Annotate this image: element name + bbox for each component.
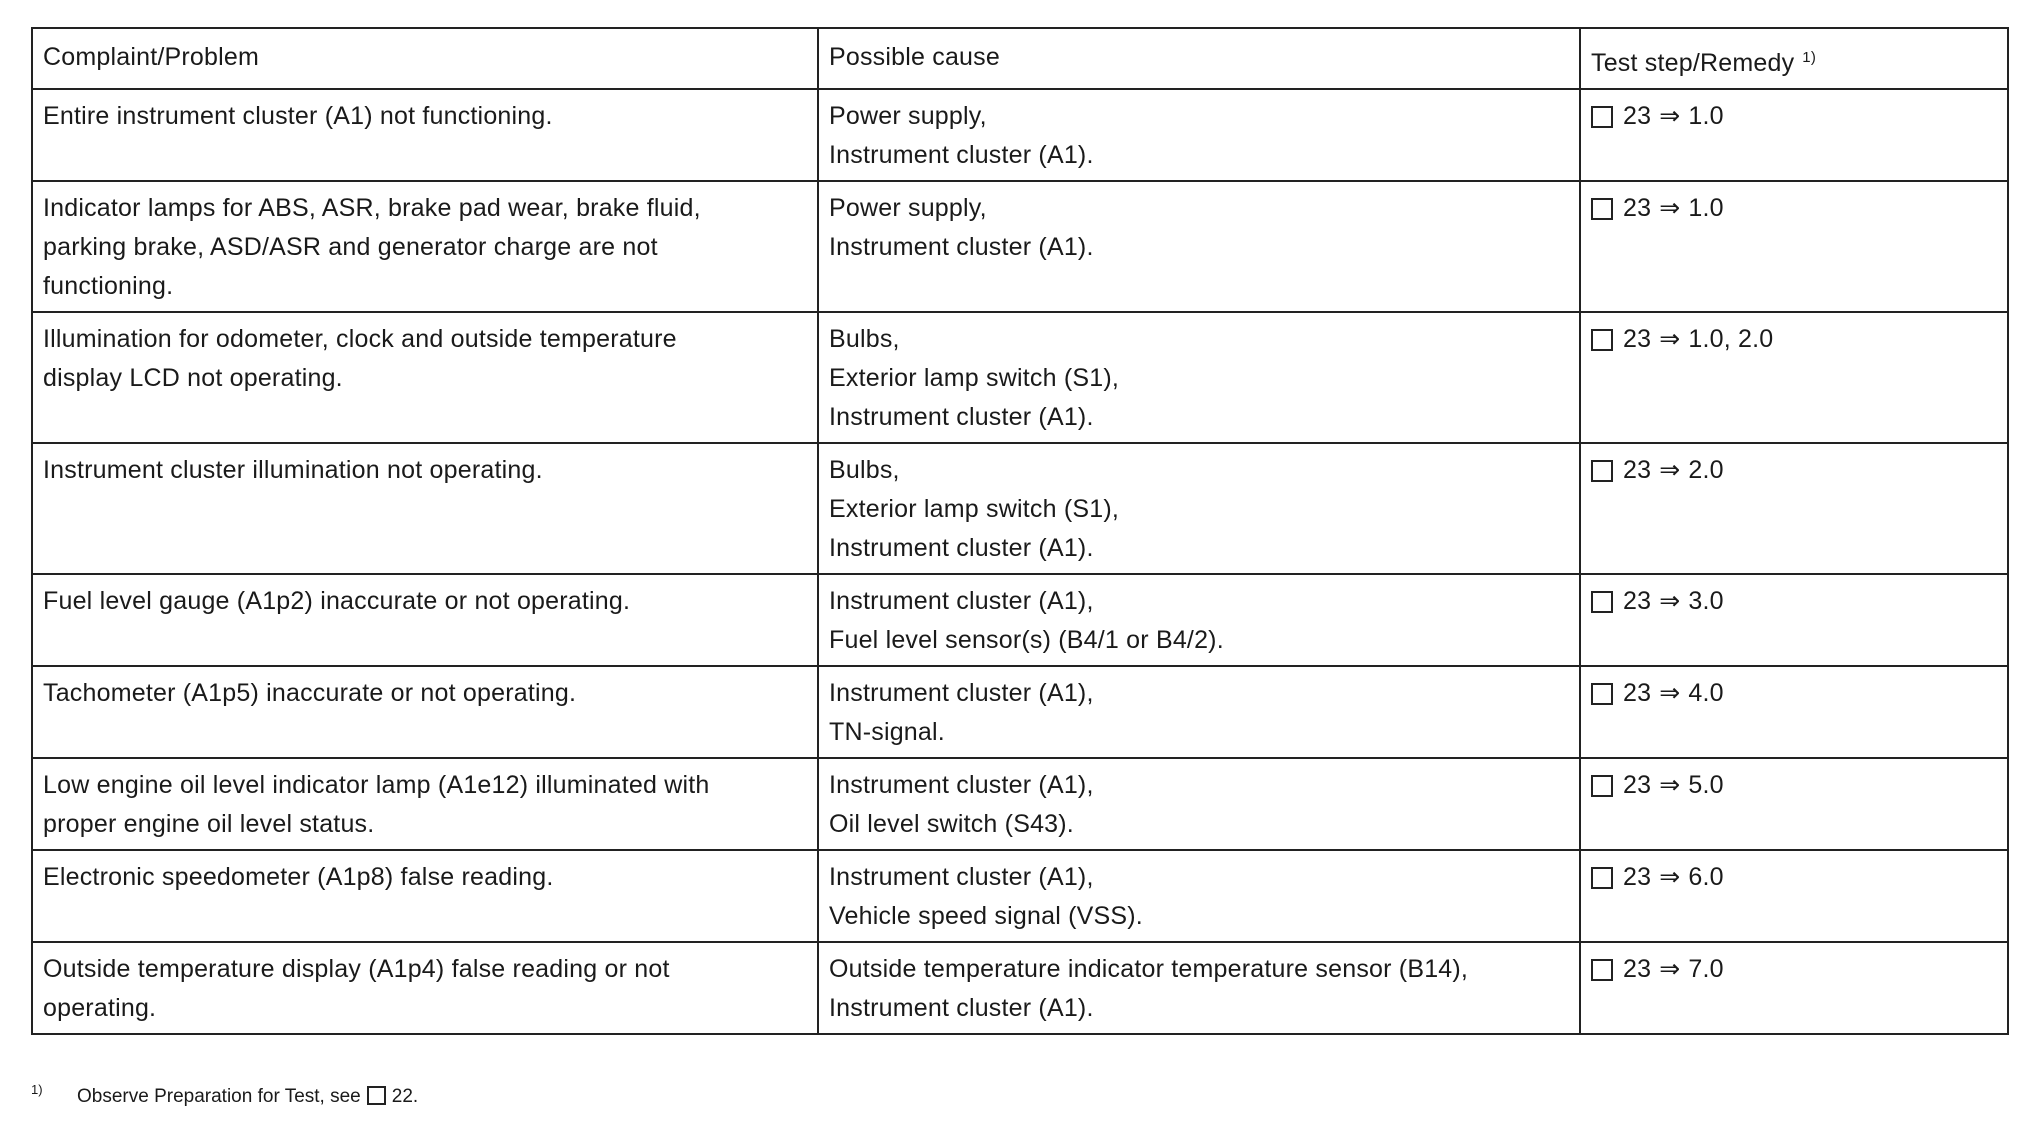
complaint-cell: [32, 312, 818, 443]
complaint-line: proper engine oil level status.: [43, 810, 375, 838]
double-arrow-right-icon: ⇒: [1659, 194, 1681, 222]
remedy-page-number: 23: [1623, 456, 1652, 484]
header-remedy-footnote-mark: 1): [1802, 49, 1817, 66]
possible-cause-cell: [818, 666, 1580, 758]
remedy-page-number: 23: [1623, 194, 1652, 222]
header-test-step-remedy: [1580, 28, 2008, 89]
possible-cause-line: Power supply,: [829, 102, 987, 130]
table-row: [32, 574, 2008, 666]
table-row: [32, 666, 2008, 758]
page-reference-box-icon: [367, 1086, 386, 1105]
remedy-page-number: 23: [1623, 102, 1652, 130]
remedy-test-steps: 7.0: [1688, 955, 1724, 983]
page-reference-box-icon: [1591, 106, 1613, 128]
header-possible-cause: Possible cause: [818, 28, 1580, 89]
remedy-page-number: 23: [1623, 679, 1652, 707]
possible-cause-cell: [818, 574, 1580, 666]
page-reference-box-icon: [1591, 867, 1613, 889]
test-step-remedy-cell: [1580, 942, 2008, 1034]
test-step-remedy-cell: [1580, 574, 2008, 666]
remedy-test-steps: 1.0, 2.0: [1688, 325, 1774, 353]
possible-cause-line: Fuel level sensor(s) (B4/1 or B4/2).: [829, 626, 1224, 654]
complaint-cell: [32, 850, 818, 942]
remedy-page-number: 23: [1623, 863, 1652, 891]
complaint-line: display LCD not operating.: [43, 364, 343, 392]
remedy-page-number: 23: [1623, 325, 1652, 353]
complaint-cell: [32, 89, 818, 181]
double-arrow-right-icon: ⇒: [1659, 863, 1681, 891]
complaint-cell: [32, 181, 818, 312]
remedy-page-number: 23: [1623, 955, 1652, 983]
table-row: [32, 443, 2008, 574]
remedy-page-number: 23: [1623, 771, 1652, 799]
possible-cause-line: Instrument cluster (A1).: [829, 403, 1094, 431]
possible-cause-line: Instrument cluster (A1),: [829, 679, 1094, 707]
possible-cause-line: Instrument cluster (A1),: [829, 863, 1094, 891]
test-step-remedy-cell: [1580, 181, 2008, 312]
table-row: [32, 181, 2008, 312]
complaint-line: operating.: [43, 994, 157, 1022]
possible-cause-line: Vehicle speed signal (VSS).: [829, 902, 1143, 930]
possible-cause-line: Instrument cluster (A1).: [829, 233, 1094, 261]
table-header-row: [32, 28, 2008, 89]
possible-cause-cell: [818, 443, 1580, 574]
page-reference-box-icon: [1591, 460, 1613, 482]
table-row: [32, 312, 2008, 443]
complaint-cell: [32, 443, 818, 574]
complaint-line: Entire instrument cluster (A1) not functioning.: [43, 102, 553, 130]
complaint-cell: [32, 758, 818, 850]
complaint-line: functioning.: [43, 272, 174, 300]
complaint-line: Fuel level gauge (A1p2) inaccurate or not operating.: [43, 587, 631, 615]
test-step-remedy-cell: [1580, 666, 2008, 758]
remedy-test-steps: 1.0: [1688, 194, 1724, 222]
complaint-line: Instrument cluster illumination not operating.: [43, 456, 543, 484]
double-arrow-right-icon: ⇒: [1659, 679, 1681, 707]
header-complaint: Complaint/Problem: [32, 28, 818, 89]
page-reference-box-icon: [1591, 329, 1613, 351]
remedy-test-steps: 3.0: [1688, 587, 1724, 615]
page-reference-box-icon: [1591, 591, 1613, 613]
footnote: [31, 1078, 418, 1109]
possible-cause-line: Bulbs,: [829, 456, 900, 484]
complaint-line: Tachometer (A1p5) inaccurate or not operating.: [43, 679, 577, 707]
remedy-test-steps: 4.0: [1688, 679, 1724, 707]
remedy-test-steps: 1.0: [1688, 102, 1724, 130]
remedy-test-steps: 6.0: [1688, 863, 1724, 891]
complaint-line: Electronic speedometer (A1p8) false reading.: [43, 863, 554, 891]
remedy-test-steps: 2.0: [1688, 456, 1724, 484]
page-reference-box-icon: [1591, 198, 1613, 220]
page-reference-box-icon: [1591, 775, 1613, 797]
possible-cause-line: Bulbs,: [829, 325, 900, 353]
double-arrow-right-icon: ⇒: [1659, 456, 1681, 484]
possible-cause-cell: [818, 942, 1580, 1034]
complaint-line: Indicator lamps for ABS, ASR, brake pad wear, brake fluid,: [43, 194, 701, 222]
possible-cause-cell: [818, 89, 1580, 181]
complaint-cell: [32, 574, 818, 666]
diagnosis-table: [31, 27, 2009, 1035]
page-reference-box-icon: [1591, 959, 1613, 981]
page-reference-box-icon: [1591, 683, 1613, 705]
complaint-cell: [32, 942, 818, 1034]
possible-cause-line: Instrument cluster (A1).: [829, 534, 1094, 562]
test-step-remedy-cell: [1580, 443, 2008, 574]
double-arrow-right-icon: ⇒: [1659, 771, 1681, 799]
double-arrow-right-icon: ⇒: [1659, 955, 1681, 983]
remedy-test-steps: 5.0: [1688, 771, 1724, 799]
possible-cause-line: Instrument cluster (A1),: [829, 771, 1094, 799]
table-row: [32, 89, 2008, 181]
possible-cause-line: Oil level switch (S43).: [829, 810, 1074, 838]
possible-cause-line: Instrument cluster (A1).: [829, 141, 1094, 169]
possible-cause-line: Instrument cluster (A1).: [829, 994, 1094, 1022]
possible-cause-line: TN-signal.: [829, 718, 945, 746]
possible-cause-cell: [818, 181, 1580, 312]
test-step-remedy-cell: [1580, 89, 2008, 181]
complaint-line: Outside temperature display (A1p4) false reading or not: [43, 955, 670, 983]
table-row: [32, 758, 2008, 850]
double-arrow-right-icon: ⇒: [1659, 102, 1681, 130]
complaint-cell: [32, 666, 818, 758]
possible-cause-line: Exterior lamp switch (S1),: [829, 495, 1119, 523]
footnote-mark: 1): [31, 1082, 43, 1097]
possible-cause-line: Outside temperature indicator temperature sensor (B14),: [829, 955, 1469, 983]
double-arrow-right-icon: ⇒: [1659, 587, 1681, 615]
table-row: [32, 942, 2008, 1034]
test-step-remedy-cell: [1580, 758, 2008, 850]
possible-cause-cell: [818, 758, 1580, 850]
test-step-remedy-cell: [1580, 850, 2008, 942]
table-row: [32, 850, 2008, 942]
complaint-line: Illumination for odometer, clock and outside temperature: [43, 325, 677, 353]
possible-cause-line: Instrument cluster (A1),: [829, 587, 1094, 615]
possible-cause-line: Power supply,: [829, 194, 987, 222]
footnote-text: Observe Preparation for Test, see: [77, 1086, 361, 1107]
possible-cause-line: Exterior lamp switch (S1),: [829, 364, 1119, 392]
test-step-remedy-cell: [1580, 312, 2008, 443]
possible-cause-cell: [818, 312, 1580, 443]
double-arrow-right-icon: ⇒: [1659, 325, 1681, 353]
header-remedy-label: Test step/Remedy: [1591, 49, 1795, 77]
complaint-line: Low engine oil level indicator lamp (A1e12) illuminated with: [43, 771, 710, 799]
footnote-page: 22.: [391, 1086, 419, 1107]
possible-cause-cell: [818, 850, 1580, 942]
diagnosis-table-container: [31, 27, 2009, 1035]
remedy-page-number: 23: [1623, 587, 1652, 615]
complaint-line: parking brake, ASD/ASR and generator charge are not: [43, 233, 658, 261]
